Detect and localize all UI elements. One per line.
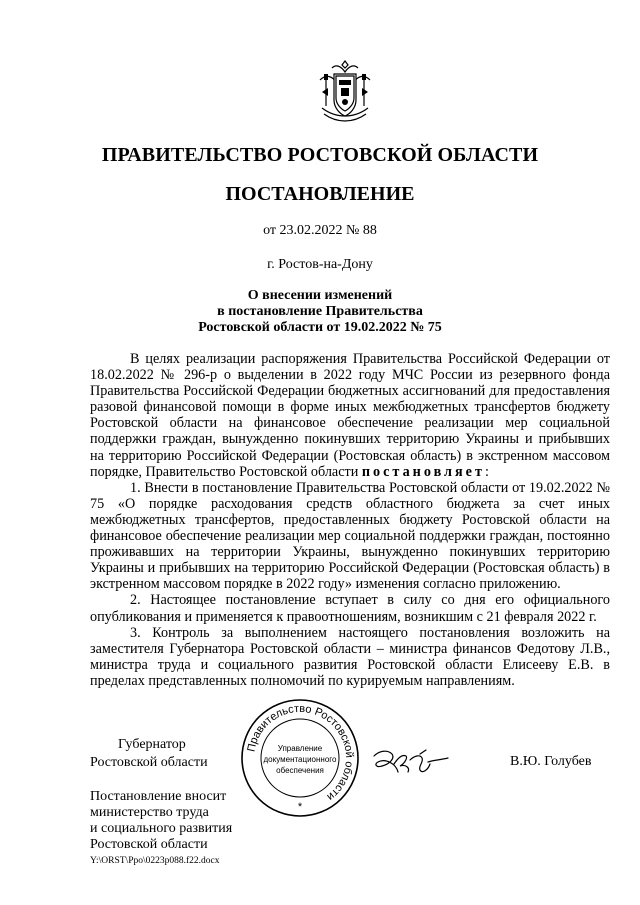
resolves-word: постановляет — [361, 463, 485, 480]
organization-title: ПРАВИТЕЛЬСТВО РОСТОВСКОЙ ОБЛАСТИ — [101, 144, 539, 166]
preamble-paragraph — [90, 351, 610, 480]
document-subject — [0, 288, 640, 336]
stamp-center-line: документационного — [263, 755, 337, 764]
stamp-ring-text: Правительство Ростовской области — [245, 702, 356, 803]
stamp-center-line: Управление — [277, 744, 323, 753]
note-line: Постановление вносит — [90, 789, 227, 804]
coat-of-arms-emblem — [314, 58, 376, 124]
file-path: Y:\ORST\Ppo\0223p088.f22.docx — [90, 856, 220, 866]
stamp-star-mark: * — [297, 801, 303, 813]
preamble-text: В целях реализации распоряжения Правительства Российской Федерации от 18.02.2022 № 296-р о выделении в 2022 году МЧС России из резервного фонда Правительства Российской Федерации бюджетных ассигнований для предоставления разовой финансовой помощи в форме иных межбюджетных трансфертов бюджету Ростовской области на финансовое обеспечение реализации мер социальной поддержки граждан, вынужденно покинувших территорию Украины и прибывших на территорию Российской Федерации (Ростовская область) в экстренном массовом порядке, Правительство Ростовской области — [90, 351, 610, 480]
document-type: ПОСТАНОВЛЕНИЕ — [225, 183, 415, 205]
note-line: и социального развития — [90, 821, 233, 836]
handwritten-signature — [368, 742, 458, 784]
item-3-paragraph: 3. Контроль за выполнением настоящего постановления возложить на заместителя Губернатора Ростовской области – министра финансов Федотову Л.В., министра труда и социального развития Ростовской области Елисееву Е.В. в пределах представленных полномочий по курируемым направлениям. — [90, 624, 610, 689]
subject-line: О внесении изменений — [247, 288, 393, 303]
signatory-name: В.Ю. Голубев — [510, 754, 592, 769]
note-line: министерство труда — [90, 805, 209, 820]
document-date-number: от 23.02.2022 № 88 — [263, 223, 377, 238]
item-1-paragraph: 1. Внести в постановление Правительства Ростовской области от 19.02.2022 № 75 «О порядке расходования средств областного бюджета за счет иных межбюджетных трансфертов, предоставленных бюджету Ростовской области на финансовое обеспечение реализации мер социальной поддержки граждан, постоянно проживавших на территории Украины, вынужденно покинувших территорию Украины и прибывших на территорию Российской Федерации (Ростовская область) в экстренном массовом порядке в 2022 году» изменения согласно приложению. — [90, 479, 610, 593]
note-line: Ростовской области — [90, 837, 208, 852]
subject-line: Ростовской области от 19.02.2022 № 75 — [198, 320, 442, 335]
document-city: г. Ростов-на-Дону — [267, 257, 373, 272]
position-line: Ростовской области — [90, 755, 208, 770]
resolves-colon: : — [484, 463, 489, 480]
signatory-position — [90, 736, 230, 772]
submitter-note — [90, 789, 260, 853]
subject-line: в постановление Правительства — [217, 304, 423, 319]
stamp-center-line: обеспечения — [276, 766, 324, 775]
position-line: Губернатор — [118, 737, 186, 752]
item-2-paragraph: 2. Настоящее постановление вступает в силу со дня его официального опубликования и применяется к правоотношениям, возникшим с 21 февраля 2022 г. — [90, 592, 610, 625]
document-body — [90, 351, 610, 689]
